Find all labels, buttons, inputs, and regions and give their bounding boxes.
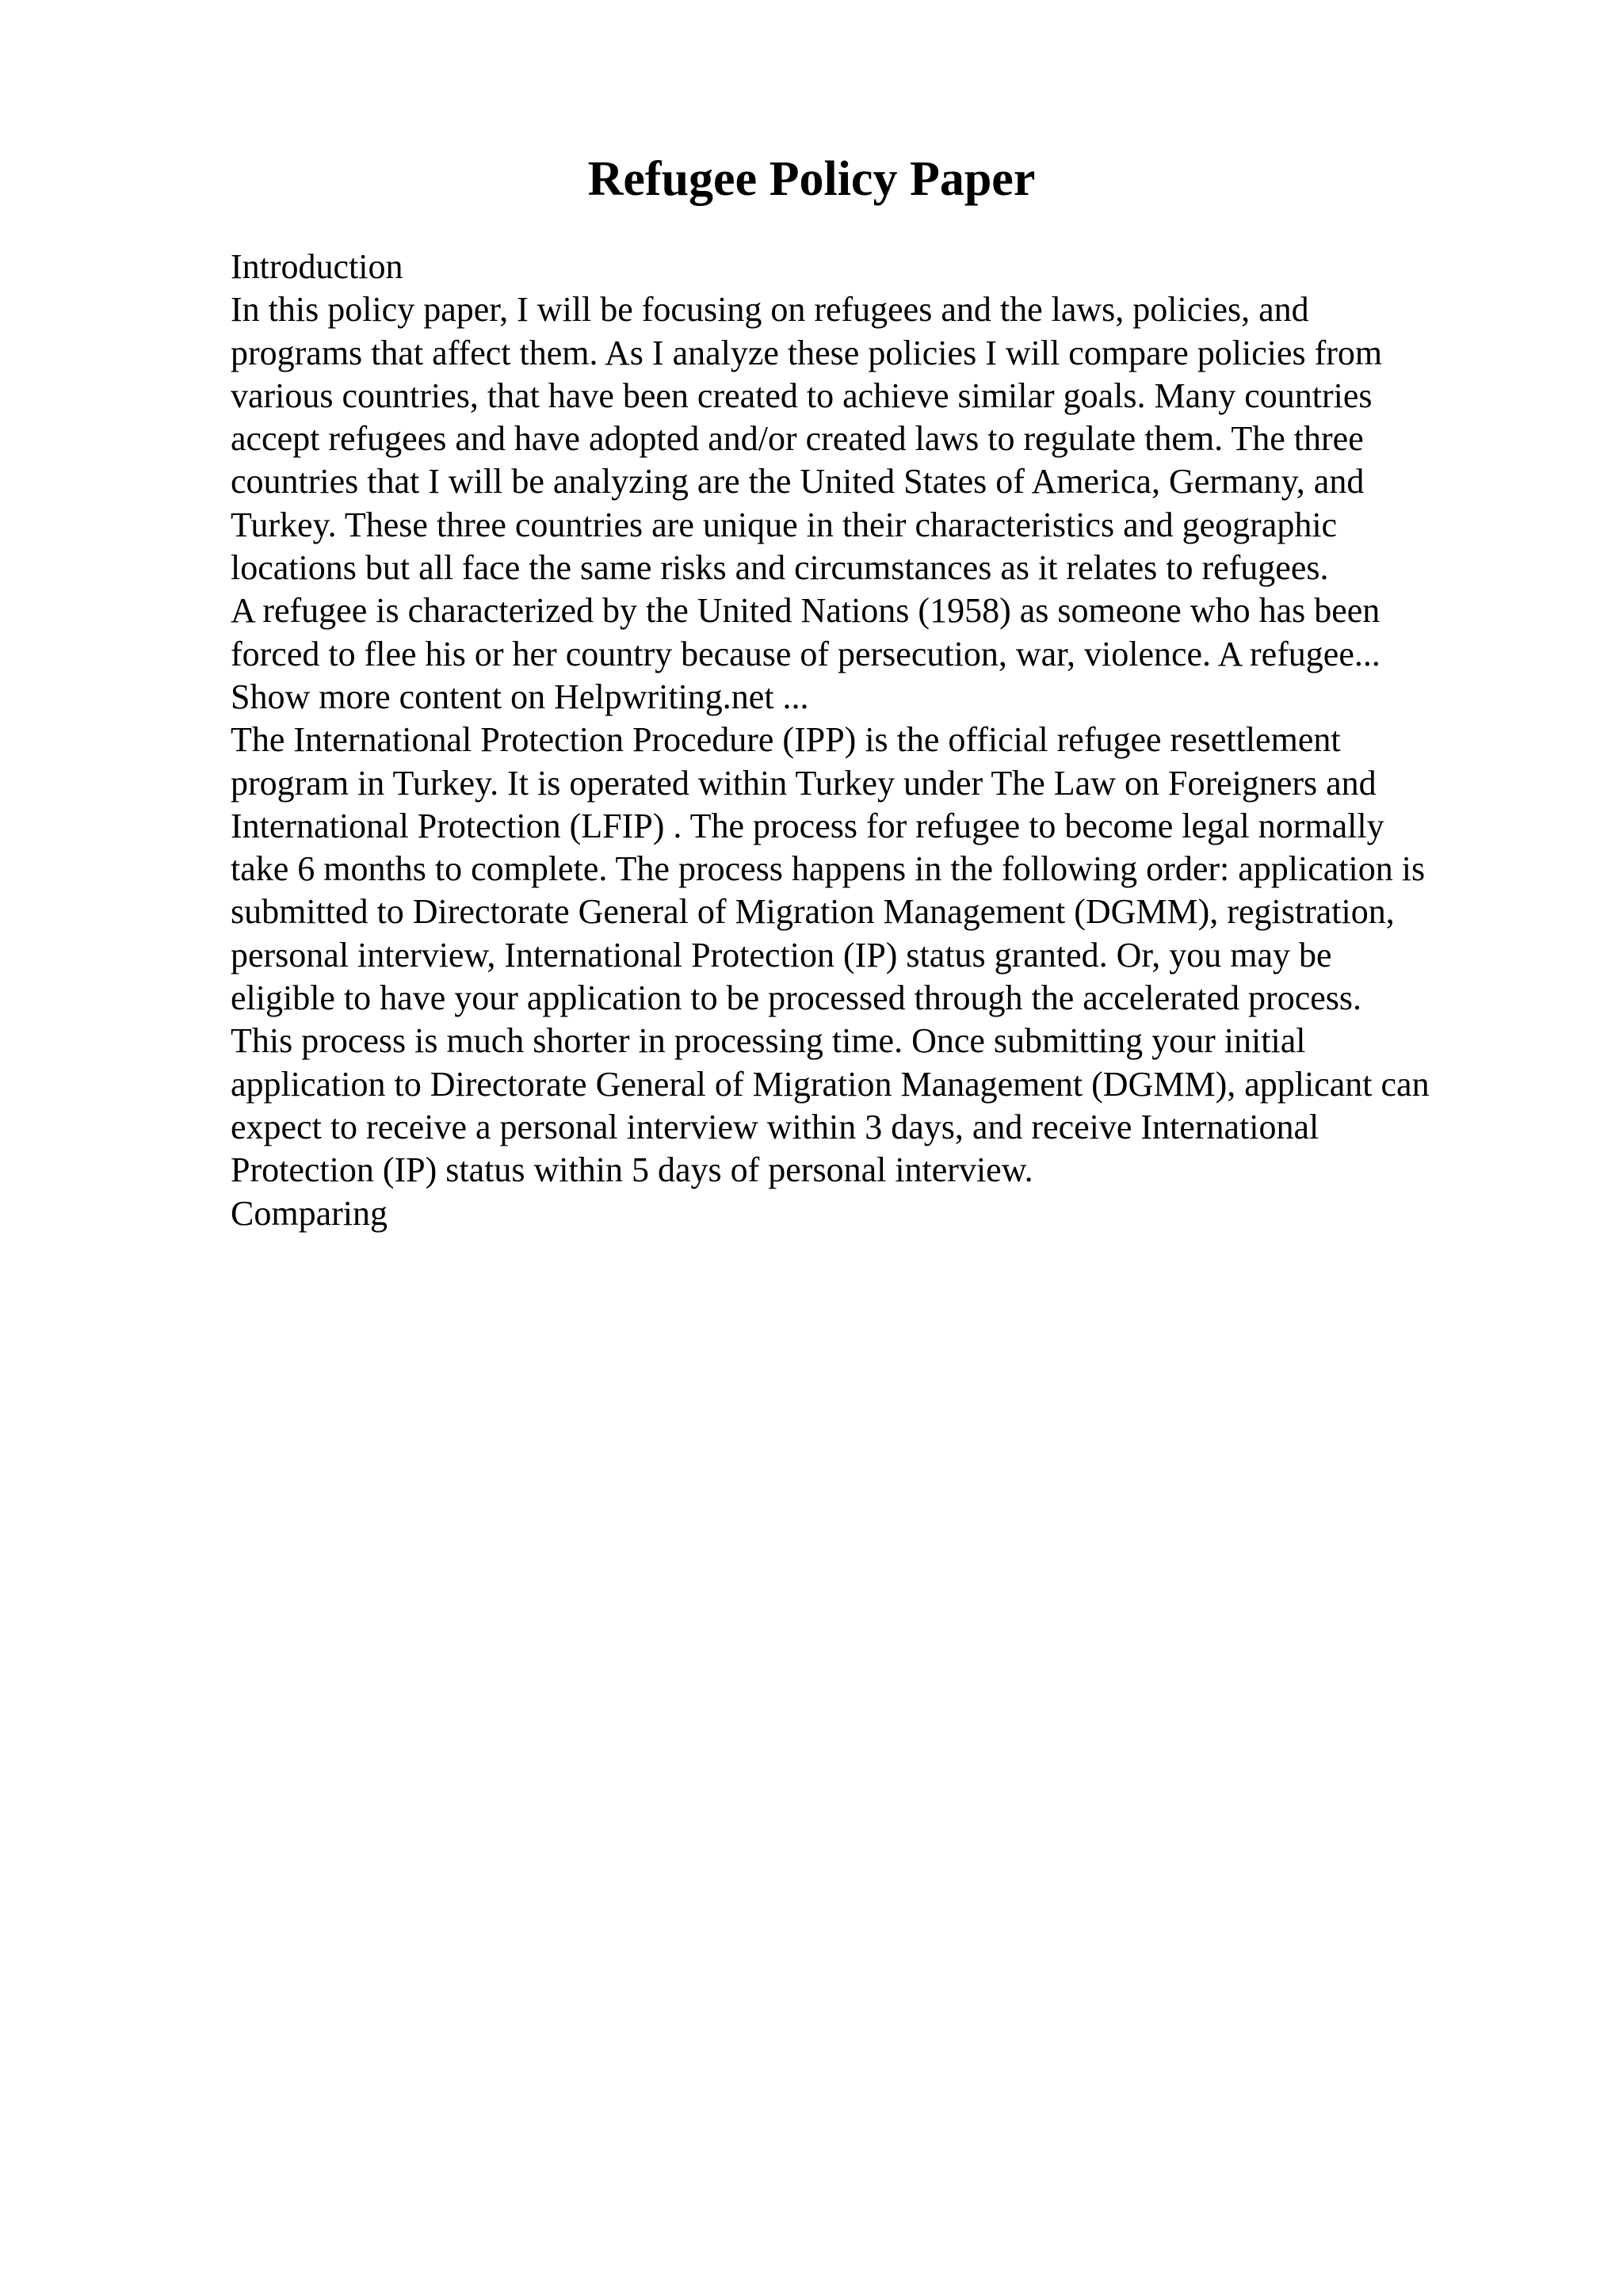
text-line: expect to receive a personal interview within 3 days, and receive International [231, 1107, 1319, 1146]
text-line: A refugee is characterized by the United Nations (1958) as someone who has been [231, 591, 1381, 631]
text-line: In this policy paper, I will be focusing on refugees and the laws, policies, and [231, 290, 1309, 330]
text-line: accept refugees and have adopted and/or created laws to regulate them. The three [231, 419, 1364, 459]
text-line: locations but all face the same risks and circumstances as it relates to refugees. [231, 548, 1329, 588]
text-line: forced to flee his or her country because of persecution, war, violence. A refugee... [231, 634, 1381, 673]
text-line: personal interview, International Protection (IP) status granted. Or, you may be [231, 935, 1332, 974]
text-line: programs that affect them. As I analyze these policies I will compare policies from [231, 333, 1383, 372]
document-title: Refugee Policy Paper [587, 152, 1036, 206]
text-line: program in Turkey. It is operated within Turkey under The Law on Foreigners and [231, 763, 1377, 803]
text-line: Protection (IP) status within 5 days of personal interview. [231, 1150, 1033, 1190]
text-line: The International Protection Procedure (IPP) is the official refugee resettlement [231, 720, 1341, 760]
document-body [231, 246, 1578, 1235]
text-line: submitted to Directorate General of Migration Management (DGMM), registration, [231, 892, 1395, 932]
show-more-line: Show more content on Helpwriting.net ... [231, 677, 809, 716]
section-heading-comparing: Comparing [231, 1193, 388, 1233]
text-line: Turkey. These three countries are unique in their characteristics and geographic [231, 505, 1338, 544]
text-line: This process is much shorter in processing time. Once submitting your initial [231, 1021, 1306, 1061]
text-line: application to Directorate General of Migration Management (DGMM), applicant can [231, 1064, 1430, 1104]
text-line: International Protection (LFIP) . The process for refugee to become legal normally [231, 806, 1384, 845]
text-line: take 6 months to complete. The process happens in the following order: application is [231, 849, 1426, 889]
text-line: countries that I will be analyzing are the United States of America, Germany, and [231, 462, 1365, 502]
text-line: various countries, that have been created to achieve similar goals. Many countries [231, 376, 1373, 415]
text-line: eligible to have your application to be processed through the accelerated process. [231, 978, 1362, 1018]
section-heading-introduction: Introduction [231, 247, 403, 286]
